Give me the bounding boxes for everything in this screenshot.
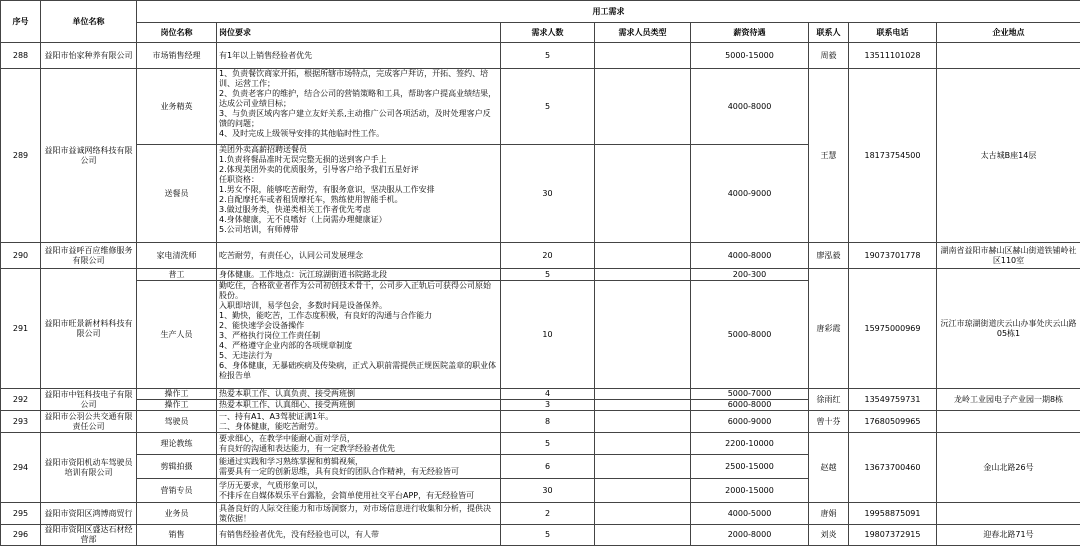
type-cell bbox=[595, 411, 691, 433]
count-cell: 30 bbox=[501, 145, 595, 243]
company-cell: 益阳市公羽公共交通有限责任公司 bbox=[41, 411, 137, 433]
table-row bbox=[1, 389, 1080, 400]
header-company: 单位名称 bbox=[41, 1, 137, 43]
address-cell bbox=[937, 411, 1080, 433]
address-cell bbox=[937, 503, 1080, 525]
salary-cell: 5000-15000 bbox=[691, 43, 809, 69]
contact-cell: 唐娟 bbox=[809, 503, 849, 525]
company-cell: 益阳市益诚网络科技有限公司 bbox=[41, 69, 137, 243]
contact-cell: 廖泓毅 bbox=[809, 243, 849, 269]
type-cell bbox=[595, 503, 691, 525]
address-cell: 沅江市琼湖街道庆云山办事处庆云山路05栋1 bbox=[937, 269, 1080, 389]
type-cell bbox=[595, 479, 691, 503]
type-cell bbox=[595, 243, 691, 269]
table-row bbox=[1, 433, 1080, 455]
seq-cell: 291 bbox=[1, 269, 41, 389]
company-cell: 益阳市资阳区盛达石材经营部 bbox=[41, 525, 137, 546]
type-cell bbox=[595, 389, 691, 400]
count-cell: 6 bbox=[501, 455, 595, 479]
phone-cell: 13673700460 bbox=[849, 433, 937, 503]
type-cell bbox=[595, 455, 691, 479]
address-cell bbox=[937, 43, 1080, 69]
type-cell bbox=[595, 433, 691, 455]
salary-cell: 4000-8000 bbox=[691, 69, 809, 145]
seq-cell: 292 bbox=[1, 389, 41, 411]
header-seq: 序号 bbox=[1, 1, 41, 43]
phone-cell: 17680509965 bbox=[849, 411, 937, 433]
position-cell: 市场销售经理 bbox=[137, 43, 217, 69]
type-cell bbox=[595, 145, 691, 243]
contact-cell: 周毅 bbox=[809, 43, 849, 69]
position-cell: 理论教练 bbox=[137, 433, 217, 455]
salary-cell: 200-300 bbox=[691, 269, 809, 281]
position-cell: 业务员 bbox=[137, 503, 217, 525]
count-cell: 2 bbox=[501, 503, 595, 525]
requirement-cell: 美团外卖高薪招聘送餐员 1.负责将餐品准时无误完整无损的送到客户手上 2.体现美团外卖的优质服务，引导客户给予我们五星好评 任职资格： 1.男女不限，能够吃苦耐劳，有服务意识，坚决服从工作安排 2.自配摩托车或者租赁摩托车，熟练使用智能手机。 3.做过服务类，快递类相关工作者优先考虑 4.身体健康，无不良嗜好（上岗需办理健康证） 5.公司培训，有师傅带 bbox=[217, 145, 501, 243]
contact-cell: 王慧 bbox=[809, 69, 849, 243]
table-row bbox=[1, 269, 1080, 281]
table-row bbox=[1, 69, 1080, 145]
requirement-cell: 具备良好的人际交往能力和市场洞察力，对市场信息进行收集和分析，提供决策依据！ bbox=[217, 503, 501, 525]
count-cell: 4 bbox=[501, 389, 595, 400]
position-cell: 营销专员 bbox=[137, 479, 217, 503]
type-cell bbox=[595, 43, 691, 69]
address-cell: 湖南省益阳市赫山区赫山街道铁铺岭社区110室 bbox=[937, 243, 1080, 269]
phone-cell: 18173754500 bbox=[849, 69, 937, 243]
salary-cell: 5000-8000 bbox=[691, 281, 809, 389]
company-cell: 益阳市中钰科技电子有限公司 bbox=[41, 389, 137, 411]
requirement-cell: 学历无要求，气质形象可以， 不排斥在自媒体娱乐平台露脸，会简单使用社交平台APP，有无经验皆可 bbox=[217, 479, 501, 503]
company-cell: 益阳市怡家种养有限公司 bbox=[41, 43, 137, 69]
count-cell: 5 bbox=[501, 433, 595, 455]
requirement-cell: 勤吃住，合格欲业者作为公司初创技术骨干，公司步入正轨后可获得公司原始股份。 入职即培训，易学包会，多数时间是设备保养。 1、勤快，能吃苦，工作态度积极，有良好的沟通与合作能力 2、能快速学会设备操作 3、严格执行岗位工作责任制 4、严格遵守企业内部的各项规章制度 5、无违法行为 6、身体健康，无暴础疾病及传染病，正式入职前需提供正规医院盖章的职业体检报告单 bbox=[217, 281, 501, 389]
type-cell bbox=[595, 281, 691, 389]
salary-cell: 4000-5000 bbox=[691, 503, 809, 525]
header-count: 需求人数 bbox=[501, 23, 595, 43]
contact-cell: 唐彩霞 bbox=[809, 269, 849, 389]
type-cell bbox=[595, 69, 691, 145]
count-cell: 8 bbox=[501, 411, 595, 433]
type-cell bbox=[595, 400, 691, 411]
count-cell: 5 bbox=[501, 43, 595, 69]
seq-cell: 288 bbox=[1, 43, 41, 69]
phone-cell: 15975000969 bbox=[849, 269, 937, 389]
seq-cell: 290 bbox=[1, 243, 41, 269]
table-row bbox=[1, 503, 1080, 525]
seq-cell: 289 bbox=[1, 69, 41, 243]
salary-cell: 2500-15000 bbox=[691, 455, 809, 479]
position-cell: 业务精英 bbox=[137, 69, 217, 145]
salary-cell: 2200-10000 bbox=[691, 433, 809, 455]
address-cell: 龙岭工业园电子产业园一期8栋 bbox=[937, 389, 1080, 411]
contact-cell: 曾十芬 bbox=[809, 411, 849, 433]
contact-cell: 赵越 bbox=[809, 433, 849, 503]
position-cell: 生产人员 bbox=[137, 281, 217, 389]
position-cell: 普工 bbox=[137, 269, 217, 281]
salary-cell: 6000-8000 bbox=[691, 400, 809, 411]
count-cell: 5 bbox=[501, 269, 595, 281]
header-type: 需求人员类型 bbox=[595, 23, 691, 43]
seq-cell: 295 bbox=[1, 503, 41, 525]
company-cell: 益阳市旺景新材料科技有限公司 bbox=[41, 269, 137, 389]
header-requirement: 岗位要求 bbox=[217, 23, 501, 43]
phone-cell: 19958875091 bbox=[849, 503, 937, 525]
position-cell: 家电清洗师 bbox=[137, 243, 217, 269]
company-cell: 益阳市资阳区鸿博商贸行 bbox=[41, 503, 137, 525]
company-cell: 益阳市资阳机动车驾驶员培训有限公司 bbox=[41, 433, 137, 503]
requirement-cell: 有销售经验者优先，没有经验也可以，有人带 bbox=[217, 525, 501, 546]
header-contact: 联系人 bbox=[809, 23, 849, 43]
header-salary: 薪资待遇 bbox=[691, 23, 809, 43]
seq-cell: 296 bbox=[1, 525, 41, 546]
phone-cell: 19073701778 bbox=[849, 243, 937, 269]
address-cell: 金山北路26号 bbox=[937, 433, 1080, 503]
phone-cell: 13511101028 bbox=[849, 43, 937, 69]
count-cell: 10 bbox=[501, 281, 595, 389]
position-cell: 剪辑拍摄 bbox=[137, 455, 217, 479]
count-cell: 5 bbox=[501, 525, 595, 546]
requirement-cell: 一、持有A1、A3驾驶证满1年。 二、身体健康，能吃苦耐劳。 bbox=[217, 411, 501, 433]
salary-cell: 4000-9000 bbox=[691, 145, 809, 243]
salary-cell: 6000-9000 bbox=[691, 411, 809, 433]
contact-cell: 刘炎 bbox=[809, 525, 849, 546]
header-phone: 联系电话 bbox=[849, 23, 937, 43]
phone-cell: 19807372915 bbox=[849, 525, 937, 546]
header-group: 用工需求 bbox=[137, 1, 1080, 23]
phone-cell: 13549759731 bbox=[849, 389, 937, 411]
count-cell: 5 bbox=[501, 69, 595, 145]
table-row bbox=[1, 411, 1080, 433]
requirement-cell: 身体健康。工作地点：沅江琼湖街道书院路北段 bbox=[217, 269, 501, 281]
address-cell: 迎春北路71号 bbox=[937, 525, 1080, 546]
count-cell: 3 bbox=[501, 400, 595, 411]
requirement-cell: 能通过实践和学习熟练掌握和剪辑视频， 需要具有一定的创新思维，具有良好的团队合作精神，有无经验皆可 bbox=[217, 455, 501, 479]
count-cell: 20 bbox=[501, 243, 595, 269]
position-cell: 操作工 bbox=[137, 389, 217, 400]
company-cell: 益阳市益呼百应维修服务有限公司 bbox=[41, 243, 137, 269]
type-cell bbox=[595, 269, 691, 281]
salary-cell: 5000-7000 bbox=[691, 389, 809, 400]
requirement-cell: 热爱本职工作、认真细心、接受两班倒 bbox=[217, 400, 501, 411]
seq-cell: 293 bbox=[1, 411, 41, 433]
seq-cell: 294 bbox=[1, 433, 41, 503]
position-cell: 操作工 bbox=[137, 400, 217, 411]
count-cell: 30 bbox=[501, 479, 595, 503]
address-cell: 太古城B座14层 bbox=[937, 69, 1080, 243]
table-row bbox=[1, 243, 1080, 269]
requirement-cell: 吃苦耐劳，有责任心，认同公司发展理念 bbox=[217, 243, 501, 269]
position-cell: 送餐员 bbox=[137, 145, 217, 243]
salary-cell: 2000-15000 bbox=[691, 479, 809, 503]
salary-cell: 4000-8000 bbox=[691, 243, 809, 269]
position-cell: 驾驶员 bbox=[137, 411, 217, 433]
type-cell bbox=[595, 525, 691, 546]
header-address: 企业地点 bbox=[937, 23, 1080, 43]
requirement-cell: 1、负责餐饮商家开拓，根据所辖市场特点，完成客户拜访，开拓、签约、培训、运营工作； 2、负责老客户的维护，结合公司的营销策略和工具，帮助客户提高业绩结果，达成公司业绩目标； 3、与负责区域内客户建立友好关系,主动推广公司各项活动，及时处理客户反馈的问题； 4、及时完成上级领导安排的其他临时性工作。 bbox=[217, 69, 501, 145]
header-position: 岗位名称 bbox=[137, 23, 217, 43]
requirement-cell: 有1年以上销售经验者优先 bbox=[217, 43, 501, 69]
contact-cell: 徐雨红 bbox=[809, 389, 849, 411]
requirement-cell: 热爱本职工作、认真负责、接受两班倒 bbox=[217, 389, 501, 400]
table-row bbox=[1, 525, 1080, 546]
salary-cell: 2000-8000 bbox=[691, 525, 809, 546]
position-cell: 销售 bbox=[137, 525, 217, 546]
table-row bbox=[1, 43, 1080, 69]
requirement-cell: 要求细心，在教学中能耐心面对学员， 有良好的沟通和表达能力，有一定教学经验者优先 bbox=[217, 433, 501, 455]
